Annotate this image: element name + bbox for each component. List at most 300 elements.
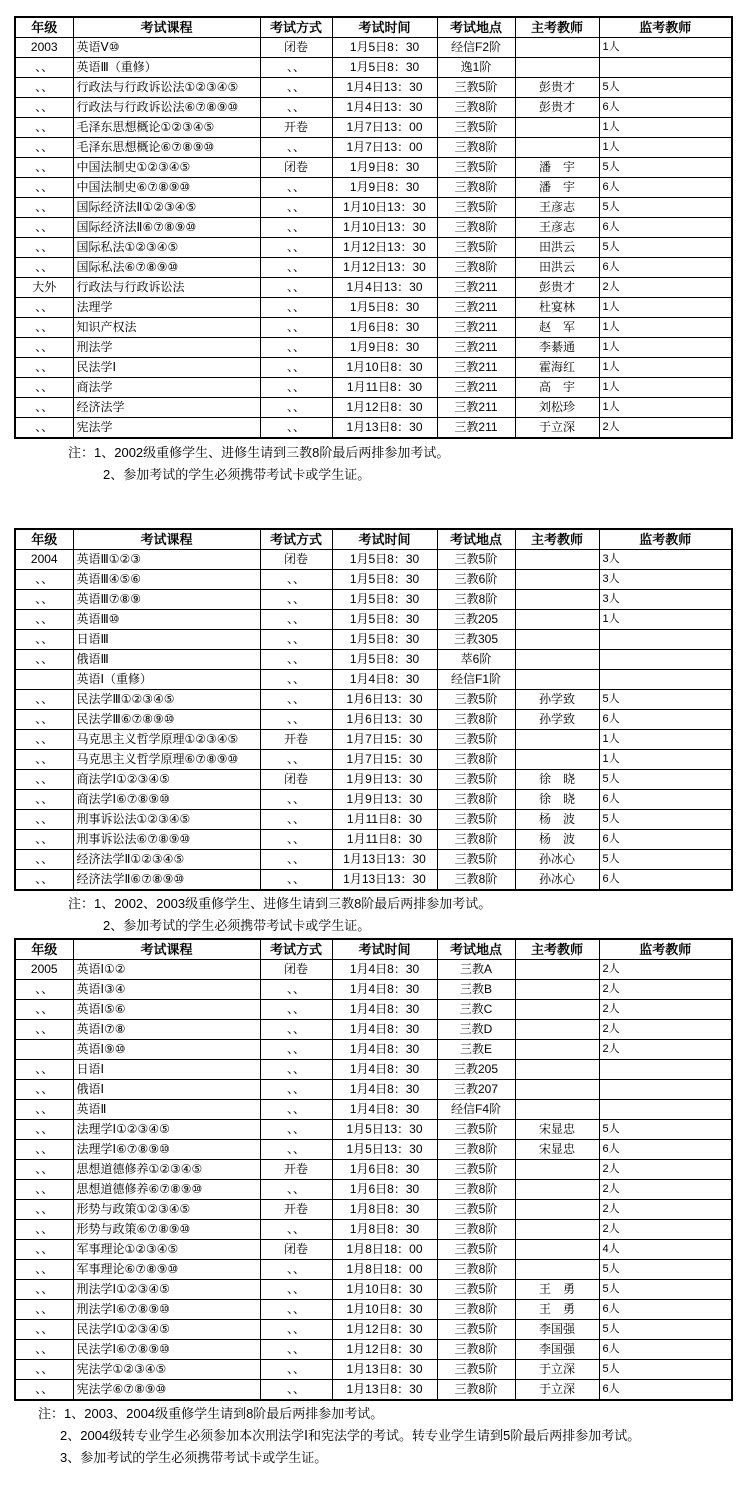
table-row xyxy=(15,610,732,630)
cell-grade: 、、 xyxy=(15,770,73,790)
cell-exam-mode: 闭卷 xyxy=(260,770,332,790)
table-row xyxy=(15,178,732,198)
table-row xyxy=(15,278,732,298)
cell-grade: 、、 xyxy=(15,1340,73,1360)
cell-monitor-count: 1人 xyxy=(599,730,732,750)
cell-exam-mode: 、、 xyxy=(260,198,332,218)
cell-exam-place: 三教5阶 xyxy=(437,730,515,750)
cell-grade: 、、 xyxy=(15,1320,73,1340)
cell-chief-teacher: 李綦通 xyxy=(515,338,599,358)
table-row xyxy=(15,1380,732,1401)
cell-chief-teacher xyxy=(515,730,599,750)
column-header-monitor-count: 监考教师 xyxy=(599,17,732,38)
cell-chief-teacher xyxy=(515,1180,599,1200)
cell-monitor-count: 6人 xyxy=(599,1300,732,1320)
cell-course: 民法学Ⅰ①②③④⑤ xyxy=(73,1320,260,1340)
cell-monitor-count: 5人 xyxy=(599,770,732,790)
cell-chief-teacher: 高 宇 xyxy=(515,378,599,398)
cell-exam-time: 1月13日8：30 xyxy=(332,1380,437,1401)
cell-exam-place: 三教205 xyxy=(437,1060,515,1080)
notes-2003 xyxy=(0,442,449,486)
cell-exam-mode: 、、 xyxy=(260,1380,332,1401)
table-row xyxy=(15,870,732,891)
cell-exam-time: 1月5日8：30 xyxy=(332,650,437,670)
cell-course: 英语Ⅲ④⑤⑥ xyxy=(73,570,260,590)
table-row xyxy=(15,1360,732,1380)
cell-chief-teacher: 赵 军 xyxy=(515,318,599,338)
cell-exam-mode: 闭卷 xyxy=(260,550,332,570)
cell-grade: 、、 xyxy=(15,690,73,710)
cell-exam-time: 1月5日8：30 xyxy=(332,570,437,590)
cell-chief-teacher: 徐 晓 xyxy=(515,770,599,790)
cell-exam-time: 1月5日8：30 xyxy=(332,630,437,650)
table-row xyxy=(15,960,732,980)
cell-exam-place: 三教8阶 xyxy=(437,790,515,810)
cell-grade: 、、 xyxy=(15,1380,73,1401)
note-text: 2、2004级转专业学生必须参加本次刑法学Ⅰ和宪法学的考试。转专业学生请到5阶最后两排参加考试。 xyxy=(60,1428,641,1443)
cell-grade: 、、 xyxy=(15,338,73,358)
cell-grade: 、、 xyxy=(15,238,73,258)
cell-exam-time: 1月4日8：30 xyxy=(332,1100,437,1120)
table-row xyxy=(15,1140,732,1160)
cell-chief-teacher xyxy=(515,1080,599,1100)
cell-exam-time: 1月9日8：30 xyxy=(332,338,437,358)
cell-chief-teacher xyxy=(515,118,599,138)
cell-chief-teacher: 于立深 xyxy=(515,418,599,439)
cell-monitor-count: 6人 xyxy=(599,830,732,850)
table-row xyxy=(15,118,732,138)
column-header-chief-teacher: 主考教师 xyxy=(515,529,599,550)
cell-chief-teacher: 潘 宇 xyxy=(515,178,599,198)
cell-exam-place: 三教8阶 xyxy=(437,1180,515,1200)
cell-exam-place: 三教C xyxy=(437,1000,515,1020)
cell-grade: 、、 xyxy=(15,810,73,830)
cell-grade: 2004 xyxy=(15,550,73,570)
cell-chief-teacher: 杨 波 xyxy=(515,830,599,850)
column-header-grade: 年级 xyxy=(15,939,73,960)
table-row xyxy=(15,1340,732,1360)
cell-monitor-count: 5人 xyxy=(599,158,732,178)
table-row xyxy=(15,750,732,770)
cell-monitor-count: 5人 xyxy=(599,810,732,830)
cell-exam-time: 1月8日18：00 xyxy=(332,1260,437,1280)
cell-monitor-count: 1人 xyxy=(599,138,732,158)
column-header-chief-teacher: 主考教师 xyxy=(515,939,599,960)
cell-chief-teacher xyxy=(515,1020,599,1040)
cell-exam-place: 三教8阶 xyxy=(437,590,515,610)
cell-grade: 、、 xyxy=(15,1240,73,1260)
cell-exam-mode: 、、 xyxy=(260,610,332,630)
cell-exam-time: 1月9日13：30 xyxy=(332,770,437,790)
cell-monitor-count: 2人 xyxy=(599,418,732,439)
cell-exam-place: 三教5阶 xyxy=(437,1360,515,1380)
cell-course: 民法学Ⅲ⑥⑦⑧⑨⑩ xyxy=(73,710,260,730)
cell-exam-place: 三教211 xyxy=(437,398,515,418)
table-row xyxy=(15,770,732,790)
cell-exam-place: 三教5阶 xyxy=(437,850,515,870)
cell-chief-teacher xyxy=(515,1040,599,1060)
cell-chief-teacher: 彭贵才 xyxy=(515,278,599,298)
cell-exam-time: 1月11日8：30 xyxy=(332,830,437,850)
cell-grade: 、、 xyxy=(15,850,73,870)
cell-monitor-count: 2人 xyxy=(599,1200,732,1220)
table-row xyxy=(15,1100,732,1120)
cell-exam-time: 1月6日8：30 xyxy=(332,1160,437,1180)
column-header-grade: 年级 xyxy=(15,17,73,38)
cell-exam-place: 三教5阶 xyxy=(437,1120,515,1140)
cell-exam-mode: 、、 xyxy=(260,1100,332,1120)
cell-exam-place: 三教211 xyxy=(437,338,515,358)
cell-chief-teacher xyxy=(515,1240,599,1260)
cell-chief-teacher xyxy=(515,138,599,158)
cell-monitor-count: 2人 xyxy=(599,1160,732,1180)
cell-grade: 、、 xyxy=(15,1200,73,1220)
cell-chief-teacher: 彭贵才 xyxy=(515,78,599,98)
column-header-exam-place: 考试地点 xyxy=(437,529,515,550)
cell-chief-teacher xyxy=(515,980,599,1000)
table-row xyxy=(15,650,732,670)
cell-grade: 、、 xyxy=(15,630,73,650)
cell-monitor-count xyxy=(599,630,732,650)
table-row xyxy=(15,1280,732,1300)
column-header-exam-place: 考试地点 xyxy=(437,939,515,960)
cell-monitor-count: 1人 xyxy=(599,318,732,338)
column-header-exam-time: 考试时间 xyxy=(332,939,437,960)
cell-chief-teacher: 孙冰心 xyxy=(515,850,599,870)
cell-monitor-count: 6人 xyxy=(599,1380,732,1401)
cell-course: 知识产权法 xyxy=(73,318,260,338)
cell-exam-mode: 、、 xyxy=(260,418,332,439)
cell-exam-time: 1月5日8：30 xyxy=(332,550,437,570)
cell-exam-time: 1月7日13：00 xyxy=(332,118,437,138)
table-row xyxy=(15,1300,732,1320)
cell-exam-mode: 开卷 xyxy=(260,1200,332,1220)
cell-exam-place: 三教5阶 xyxy=(437,158,515,178)
cell-course: 形势与政策①②③④⑤ xyxy=(73,1200,260,1220)
cell-monitor-count: 3人 xyxy=(599,590,732,610)
cell-grade: 、、 xyxy=(15,78,73,98)
cell-exam-place: 三教5阶 xyxy=(437,238,515,258)
cell-course: 军事理论①②③④⑤ xyxy=(73,1240,260,1260)
cell-exam-place: 三教E xyxy=(437,1040,515,1060)
cell-grade: 、、 xyxy=(15,1220,73,1240)
cell-exam-mode: 、、 xyxy=(260,1320,332,1340)
cell-monitor-count: 1人 xyxy=(599,298,732,318)
cell-grade: 、、 xyxy=(15,218,73,238)
cell-exam-place: 三教5阶 xyxy=(437,1240,515,1260)
note-text: 注：1、2002级重修学生、进修生请到三教8阶最后两排参加考试。 xyxy=(68,445,450,460)
cell-exam-mode: 、、 xyxy=(260,338,332,358)
cell-exam-mode: 、、 xyxy=(260,318,332,338)
column-header-course: 考试课程 xyxy=(73,939,260,960)
cell-exam-place: 三教8阶 xyxy=(437,1220,515,1240)
cell-exam-mode: 、、 xyxy=(260,850,332,870)
cell-exam-time: 1月12日13：30 xyxy=(332,238,437,258)
cell-exam-place: 三教8阶 xyxy=(437,750,515,770)
cell-course: 英语Ⅰ⑤⑥ xyxy=(73,1000,260,1020)
table-row xyxy=(15,810,732,830)
cell-exam-time: 1月10日8：30 xyxy=(332,1300,437,1320)
column-header-exam-mode: 考试方式 xyxy=(260,17,332,38)
cell-course: 刑法学Ⅰ①②③④⑤ xyxy=(73,1280,260,1300)
cell-chief-teacher xyxy=(515,1200,599,1220)
cell-exam-mode: 、、 xyxy=(260,810,332,830)
header-row xyxy=(15,17,732,38)
cell-exam-time: 1月4日8：30 xyxy=(332,1040,437,1060)
note-text: 3、参加考试的学生必须携带考试卡或学生证。 xyxy=(60,1450,328,1465)
cell-chief-teacher xyxy=(515,960,599,980)
cell-grade: 、、 xyxy=(15,710,73,730)
table-row xyxy=(15,378,732,398)
cell-exam-mode: 闭卷 xyxy=(260,38,332,58)
table-row xyxy=(15,630,732,650)
cell-exam-place: 三教5阶 xyxy=(437,1200,515,1220)
cell-chief-teacher xyxy=(515,650,599,670)
cell-chief-teacher: 李国强 xyxy=(515,1320,599,1340)
cell-exam-place: 三教8阶 xyxy=(437,1300,515,1320)
cell-chief-teacher: 王彦志 xyxy=(515,198,599,218)
cell-monitor-count: 2人 xyxy=(599,278,732,298)
cell-chief-teacher xyxy=(515,1000,599,1020)
cell-exam-mode: 、、 xyxy=(260,358,332,378)
cell-course: 国际经济法Ⅱ⑥⑦⑧⑨⑩ xyxy=(73,218,260,238)
cell-exam-time: 1月8日18：00 xyxy=(332,1240,437,1260)
cell-grade: 、、 xyxy=(15,1080,73,1100)
cell-exam-mode: 、、 xyxy=(260,1000,332,1020)
cell-course: 俄语Ⅲ xyxy=(73,650,260,670)
cell-grade: 、、 xyxy=(15,1000,73,1020)
cell-exam-mode: 、、 xyxy=(260,178,332,198)
notes-2004 xyxy=(0,893,491,937)
cell-chief-teacher xyxy=(515,750,599,770)
cell-exam-time: 1月9日8：30 xyxy=(332,158,437,178)
table-row xyxy=(15,1120,732,1140)
header-row xyxy=(15,939,732,960)
cell-exam-mode: 开卷 xyxy=(260,730,332,750)
cell-chief-teacher: 刘松珍 xyxy=(515,398,599,418)
table-row xyxy=(15,298,732,318)
cell-grade: 、、 xyxy=(15,418,73,439)
cell-exam-place: 三教A xyxy=(437,960,515,980)
cell-course: 行政法与行政诉讼法①②③④⑤ xyxy=(73,78,260,98)
cell-exam-mode: 、、 xyxy=(260,1360,332,1380)
cell-exam-time: 1月4日8：30 xyxy=(332,670,437,690)
table-row xyxy=(15,318,732,338)
cell-exam-mode: 、、 xyxy=(260,1180,332,1200)
cell-exam-mode: 、、 xyxy=(260,980,332,1000)
cell-grade: 、、 xyxy=(15,750,73,770)
cell-exam-place: 三教8阶 xyxy=(437,1140,515,1160)
cell-grade: 、、 xyxy=(15,378,73,398)
cell-course: 英语Ⅲ①②③ xyxy=(73,550,260,570)
cell-grade: 、、 xyxy=(15,1300,73,1320)
cell-chief-teacher: 于立深 xyxy=(515,1380,599,1401)
table-row xyxy=(15,238,732,258)
cell-exam-mode: 闭卷 xyxy=(260,158,332,178)
cell-course: 法理学Ⅰ⑥⑦⑧⑨⑩ xyxy=(73,1140,260,1160)
cell-monitor-count: 6人 xyxy=(599,178,732,198)
cell-course: 行政法与行政诉讼法 xyxy=(73,278,260,298)
cell-grade: 、、 xyxy=(15,398,73,418)
cell-chief-teacher: 宋显忠 xyxy=(515,1140,599,1160)
cell-exam-time: 1月4日8：30 xyxy=(332,1000,437,1020)
cell-course: 中国法制史①②③④⑤ xyxy=(73,158,260,178)
cell-chief-teacher xyxy=(515,1100,599,1120)
cell-grade xyxy=(15,670,73,690)
cell-course: 马克思主义哲学原理⑥⑦⑧⑨⑩ xyxy=(73,750,260,770)
cell-monitor-count: 5人 xyxy=(599,850,732,870)
cell-chief-teacher: 杜宴林 xyxy=(515,298,599,318)
table-row xyxy=(15,418,732,439)
cell-grade: 、、 xyxy=(15,1260,73,1280)
table-row xyxy=(15,1060,732,1080)
cell-exam-mode: 、、 xyxy=(260,58,332,78)
cell-monitor-count: 2人 xyxy=(599,980,732,1000)
cell-exam-time: 1月7日15：30 xyxy=(332,730,437,750)
table-row xyxy=(15,790,732,810)
cell-grade: 、、 xyxy=(15,138,73,158)
column-header-monitor-count: 监考教师 xyxy=(599,939,732,960)
cell-monitor-count: 6人 xyxy=(599,1140,732,1160)
cell-chief-teacher: 李国强 xyxy=(515,1340,599,1360)
cell-exam-place: 逸1阶 xyxy=(437,58,515,78)
table-row xyxy=(15,570,732,590)
cell-exam-place: 三教305 xyxy=(437,630,515,650)
cell-course: 英语Ⅰ③④ xyxy=(73,980,260,1000)
cell-monitor-count: 3人 xyxy=(599,550,732,570)
table-row xyxy=(15,670,732,690)
cell-exam-time: 1月13日8：30 xyxy=(332,1360,437,1380)
cell-course: 英语Ⅲ（重修） xyxy=(73,58,260,78)
table-row xyxy=(15,358,732,378)
cell-exam-time: 1月4日13：30 xyxy=(332,278,437,298)
cell-exam-place: 三教211 xyxy=(437,358,515,378)
cell-course: 日语Ⅰ xyxy=(73,1060,260,1080)
cell-chief-teacher xyxy=(515,610,599,630)
table-row xyxy=(15,980,732,1000)
cell-exam-place: 经信F1阶 xyxy=(437,670,515,690)
cell-exam-place: 三教8阶 xyxy=(437,258,515,278)
column-header-exam-mode: 考试方式 xyxy=(260,939,332,960)
cell-monitor-count xyxy=(599,1080,732,1100)
cell-course: 马克思主义哲学原理①②③④⑤ xyxy=(73,730,260,750)
cell-monitor-count: 1人 xyxy=(599,610,732,630)
cell-grade: 、、 xyxy=(15,258,73,278)
cell-exam-mode: 、、 xyxy=(260,710,332,730)
cell-monitor-count xyxy=(599,58,732,78)
cell-course: 宪法学①②③④⑤ xyxy=(73,1360,260,1380)
table-row xyxy=(15,338,732,358)
cell-exam-time: 1月11日8：30 xyxy=(332,810,437,830)
cell-chief-teacher: 田洪云 xyxy=(515,258,599,278)
table-row xyxy=(15,198,732,218)
cell-exam-time: 1月7日15：30 xyxy=(332,750,437,770)
cell-grade: 、、 xyxy=(15,358,73,378)
cell-monitor-count: 4人 xyxy=(599,1240,732,1260)
cell-grade: 、、 xyxy=(15,298,73,318)
cell-chief-teacher xyxy=(515,1220,599,1240)
cell-exam-time: 1月13日13：30 xyxy=(332,850,437,870)
cell-exam-place: 三教8阶 xyxy=(437,178,515,198)
column-header-course: 考试课程 xyxy=(73,529,260,550)
cell-chief-teacher xyxy=(515,570,599,590)
cell-course: 中国法制史⑥⑦⑧⑨⑩ xyxy=(73,178,260,198)
cell-course: 毛泽东思想概论⑥⑦⑧⑨⑩ xyxy=(73,138,260,158)
cell-chief-teacher xyxy=(515,630,599,650)
cell-grade xyxy=(15,1040,73,1060)
cell-exam-mode: 、、 xyxy=(260,1120,332,1140)
cell-exam-place: 三教5阶 xyxy=(437,118,515,138)
cell-grade: 、、 xyxy=(15,790,73,810)
cell-exam-place: 三教211 xyxy=(437,278,515,298)
cell-monitor-count: 5人 xyxy=(599,1280,732,1300)
cell-grade: 、、 xyxy=(15,318,73,338)
cell-monitor-count: 2人 xyxy=(599,1180,732,1200)
cell-monitor-count xyxy=(599,1060,732,1080)
cell-chief-teacher: 霍海红 xyxy=(515,358,599,378)
header-row xyxy=(15,529,732,550)
cell-course: 俄语Ⅰ xyxy=(73,1080,260,1100)
cell-exam-time: 1月5日8：30 xyxy=(332,298,437,318)
cell-monitor-count: 5人 xyxy=(599,1260,732,1280)
table-row xyxy=(15,58,732,78)
column-header-exam-time: 考试时间 xyxy=(332,17,437,38)
cell-course: 商法学Ⅰ⑥⑦⑧⑨⑩ xyxy=(73,790,260,810)
cell-course: 经济法学Ⅱ①②③④⑤ xyxy=(73,850,260,870)
cell-exam-mode: 、、 xyxy=(260,98,332,118)
cell-monitor-count: 5人 xyxy=(599,238,732,258)
cell-course: 民法学Ⅲ①②③④⑤ xyxy=(73,690,260,710)
cell-monitor-count: 6人 xyxy=(599,218,732,238)
cell-grade: 、、 xyxy=(15,870,73,891)
cell-chief-teacher xyxy=(515,550,599,570)
cell-monitor-count: 1人 xyxy=(599,38,732,58)
cell-chief-teacher xyxy=(515,58,599,78)
cell-exam-time: 1月8日8：30 xyxy=(332,1200,437,1220)
cell-grade: 、、 xyxy=(15,980,73,1000)
cell-exam-place: 三教5阶 xyxy=(437,810,515,830)
cell-monitor-count: 1人 xyxy=(599,358,732,378)
cell-exam-time: 1月12日8：30 xyxy=(332,1340,437,1360)
cell-exam-mode: 、、 xyxy=(260,1300,332,1320)
cell-course: 英语Ⅲ⑩ xyxy=(73,610,260,630)
exam-table-2004 xyxy=(14,528,733,891)
cell-course: 国际私法⑥⑦⑧⑨⑩ xyxy=(73,258,260,278)
cell-exam-mode: 、、 xyxy=(260,590,332,610)
cell-exam-mode: 、、 xyxy=(260,1020,332,1040)
cell-chief-teacher xyxy=(515,670,599,690)
cell-exam-time: 1月4日13：30 xyxy=(332,98,437,118)
cell-exam-place: 三教5阶 xyxy=(437,1160,515,1180)
cell-course: 刑事诉讼法⑥⑦⑧⑨⑩ xyxy=(73,830,260,850)
table-row xyxy=(15,1320,732,1340)
cell-exam-place: 经信F2阶 xyxy=(437,38,515,58)
note-text: 注：1、2002、2003级重修学生、进修生请到三教8阶最后两排参加考试。 xyxy=(68,896,492,911)
cell-exam-place: 三教8阶 xyxy=(437,138,515,158)
cell-grade: 、、 xyxy=(15,590,73,610)
cell-exam-place: 三教8阶 xyxy=(437,830,515,850)
cell-grade: 、、 xyxy=(15,98,73,118)
table-row xyxy=(15,158,732,178)
cell-monitor-count: 2人 xyxy=(599,1040,732,1060)
cell-exam-place: 三教5阶 xyxy=(437,1320,515,1340)
table-row xyxy=(15,710,732,730)
cell-course: 刑法学 xyxy=(73,338,260,358)
cell-monitor-count: 6人 xyxy=(599,258,732,278)
cell-chief-teacher xyxy=(515,38,599,58)
cell-exam-mode: 、、 xyxy=(260,1080,332,1100)
cell-exam-mode: 、、 xyxy=(260,630,332,650)
